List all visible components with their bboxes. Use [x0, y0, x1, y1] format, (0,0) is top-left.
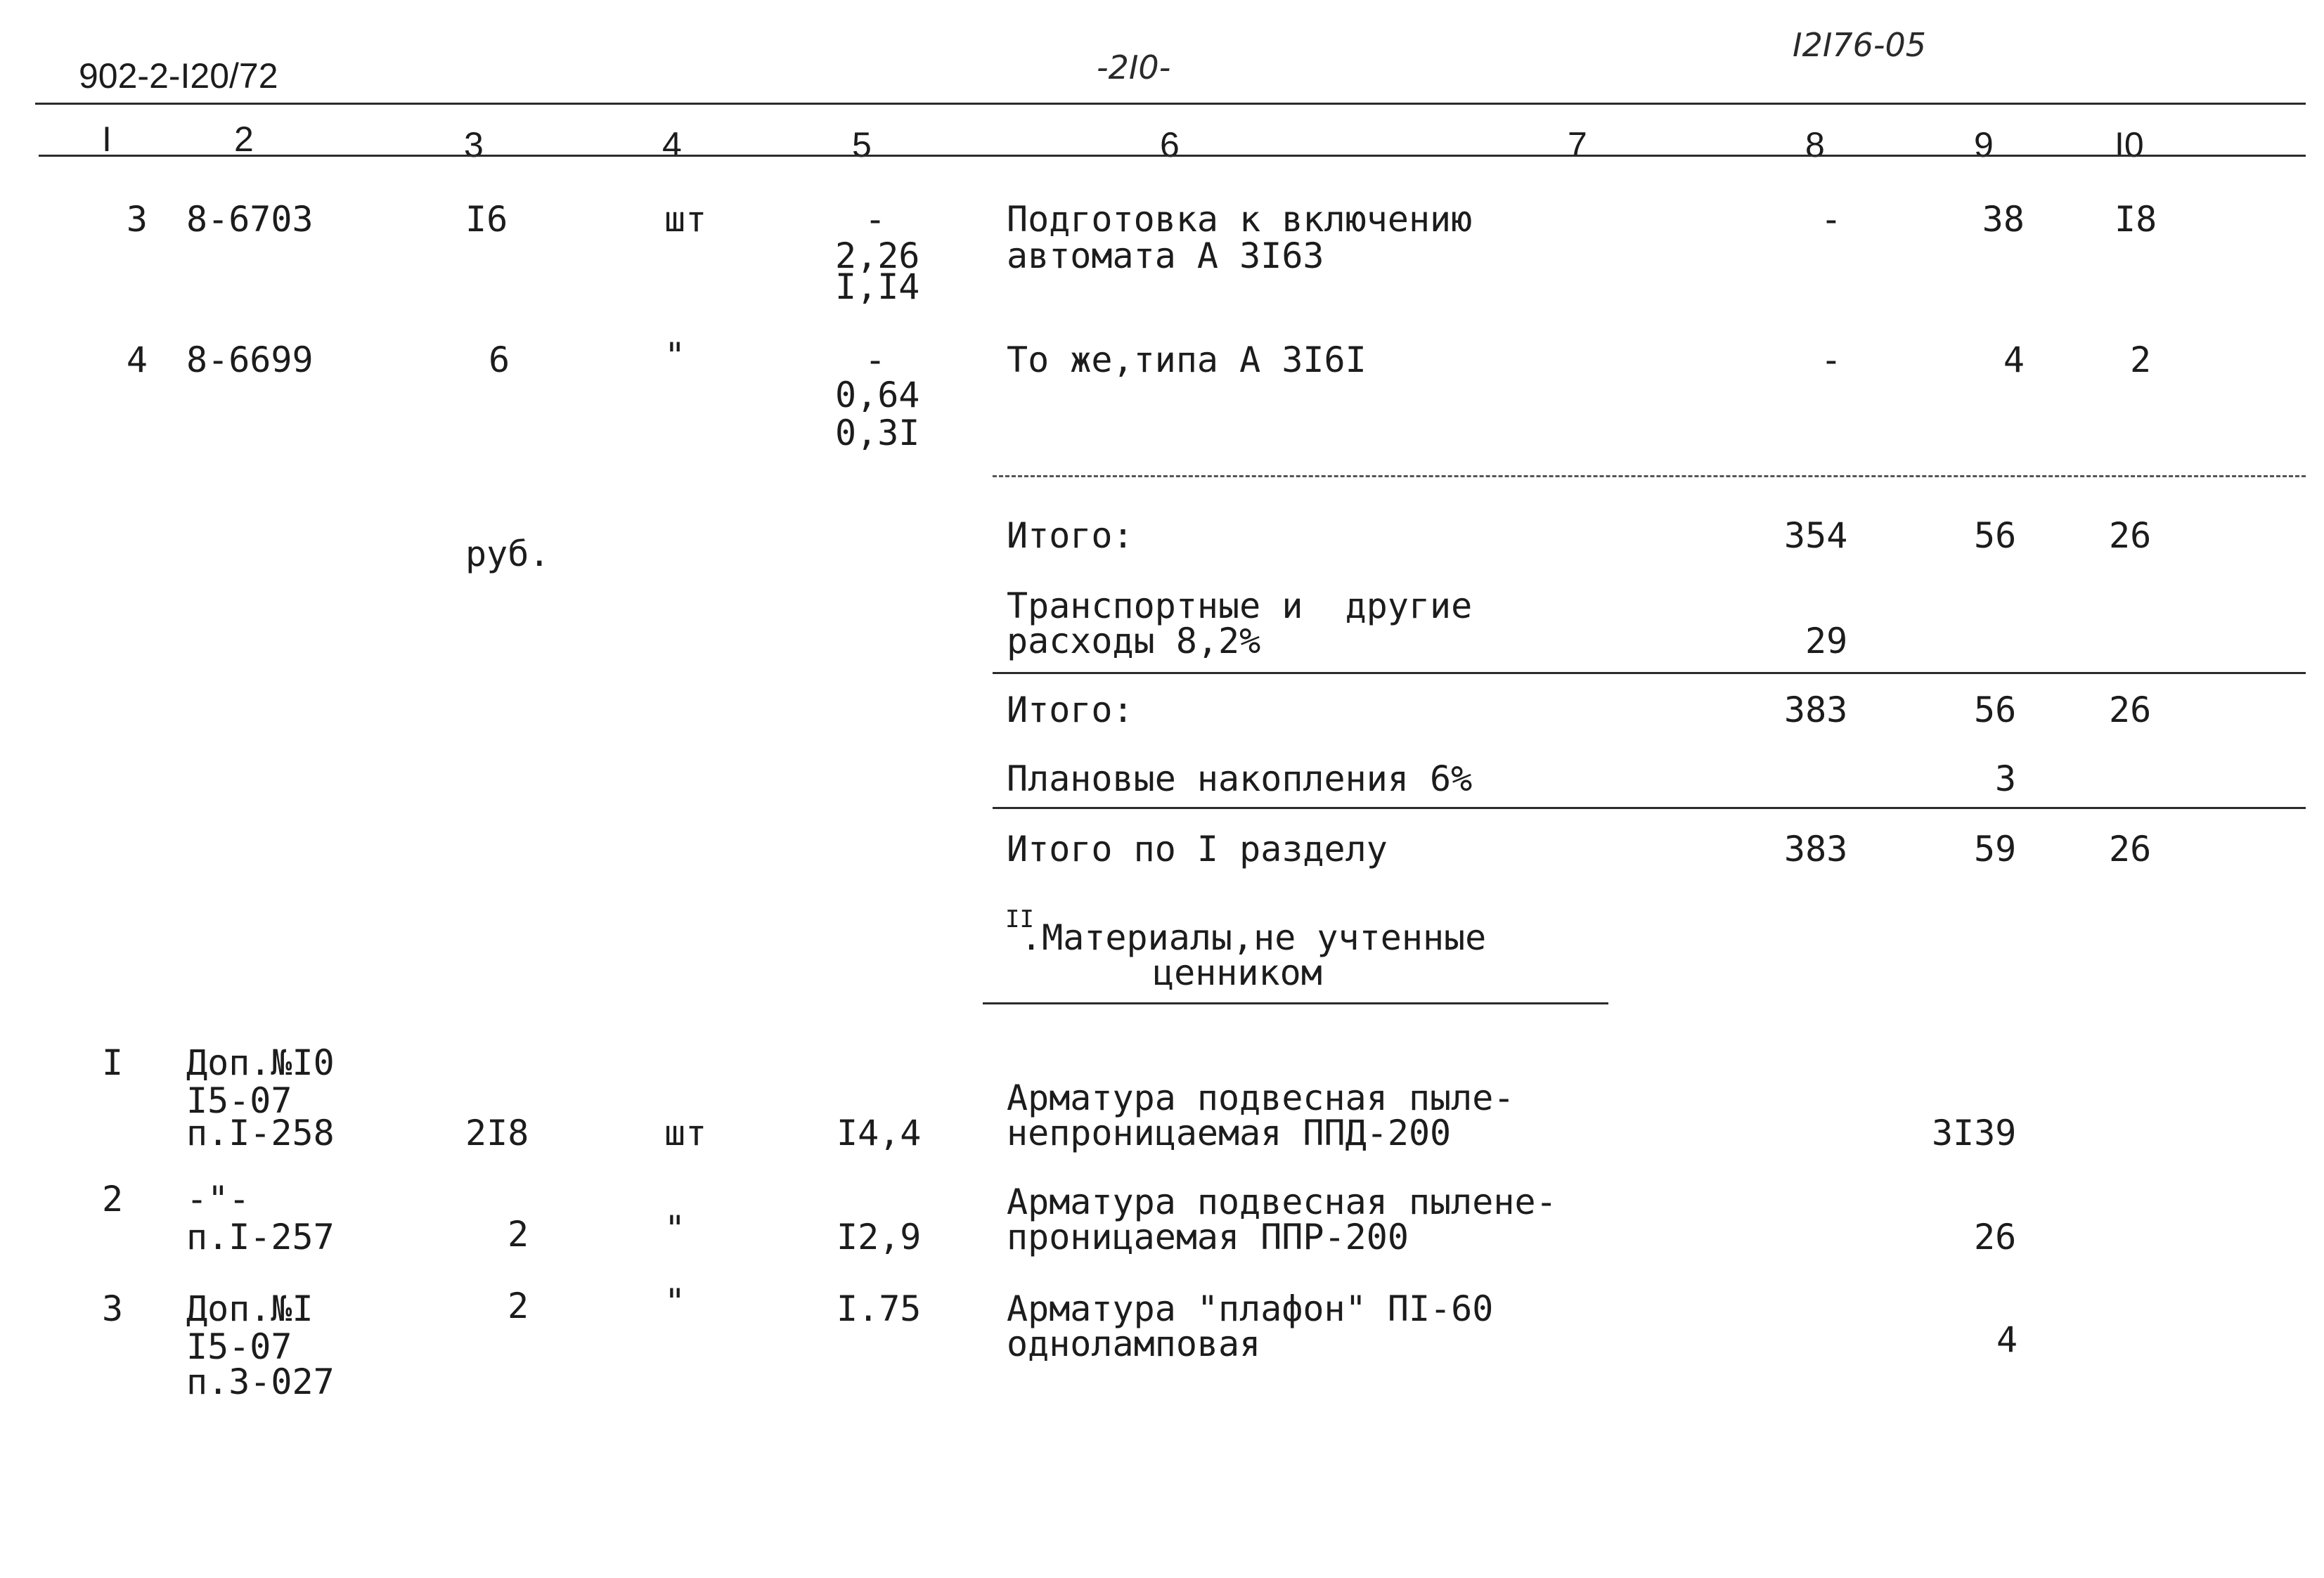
price-code: I5-07	[186, 1080, 292, 1121]
section-title: .Материалы,не учтенные	[1021, 917, 1487, 958]
price-code: I5-07	[186, 1326, 292, 1367]
total-label: Итого по I разделу	[1007, 829, 1388, 869]
col9-total: 56	[1974, 690, 2017, 730]
item-name-line1: Подготовка к включению	[1007, 199, 1473, 240]
col9-value: 4	[1996, 1319, 2018, 1360]
unit-price-dash: -	[864, 199, 886, 240]
column-header-rule	[39, 155, 2306, 157]
header-rule	[35, 103, 2306, 105]
col8-total: 29	[1805, 621, 1848, 661]
total-label: Транспортные и другие	[1007, 586, 1473, 626]
unit-price-wages: 0,64	[835, 375, 920, 415]
total-rule	[993, 672, 2306, 674]
item-name-line2: проницаемая ППР-200	[1007, 1217, 1409, 1257]
col10-value: I8	[2115, 199, 2157, 240]
quantity: 2	[508, 1286, 529, 1326]
total-label: Итого:	[1007, 690, 1134, 730]
unit-price-dash: -	[864, 339, 886, 380]
quantity: 6	[489, 339, 510, 380]
col9-value: 38	[1982, 199, 2025, 240]
item-name-line1: Арматура подвесная пыле-	[1007, 1078, 1515, 1118]
quantity: 2	[508, 1214, 529, 1255]
unit-price-machines: I,I4	[835, 266, 920, 307]
item-name-line2: одноламповая	[1007, 1324, 1261, 1364]
row-number: 2	[102, 1179, 124, 1220]
unit-price: I.75	[837, 1288, 922, 1329]
col-header-10: I0	[2115, 125, 2144, 164]
col8-total: 354	[1784, 515, 1848, 556]
section-underline	[983, 1002, 1608, 1004]
price-code: п.I-257	[186, 1217, 335, 1257]
col-header-2: 2	[234, 119, 254, 159]
col8-value: -	[1820, 199, 1842, 240]
col9-total: 59	[1974, 829, 2017, 869]
item-name-line1: Арматура подвесная пылене-	[1007, 1182, 1557, 1222]
col8-total: 383	[1784, 690, 1848, 730]
price-code: 8-6703	[186, 199, 314, 240]
price-code: Доп.№I	[186, 1288, 314, 1329]
col9-total: 3	[1995, 758, 2017, 799]
col-header-9: 9	[1974, 125, 1994, 164]
row-number: 3	[126, 199, 148, 240]
unit: шт	[664, 199, 707, 240]
inventory-number: I2I76-05	[1793, 26, 1927, 64]
unit: "	[664, 1281, 686, 1322]
price-code: п.3-027	[186, 1362, 335, 1402]
document-code: 902-2-I20/72	[79, 56, 278, 96]
item-name-line1: Арматура "плафон" ПI-60	[1007, 1288, 1494, 1329]
total-label: Плановые накопления 6%	[1007, 758, 1473, 799]
total-rule	[993, 807, 2306, 809]
unit-price: I4,4	[837, 1113, 922, 1153]
currency-label: руб.	[465, 533, 550, 574]
price-code: -"-	[186, 1179, 250, 1220]
unit: "	[664, 1208, 686, 1249]
item-name-line2: непроницаемая ППД-200	[1007, 1113, 1452, 1153]
col9-value: 26	[1974, 1217, 2017, 1257]
item-name-line1: То же,типа А 3I6I	[1007, 339, 1367, 380]
price-code: п.I-258	[186, 1113, 335, 1153]
unit: шт	[664, 1113, 707, 1153]
page-number: -2I0-	[1097, 48, 1171, 86]
total-label: Итого:	[1007, 515, 1134, 556]
col8-value: -	[1820, 339, 1842, 380]
subtotal-divider	[993, 475, 2306, 477]
col10-total: 26	[2109, 690, 2152, 730]
price-code: 8-6699	[186, 339, 314, 380]
col-header-6: 6	[1160, 125, 1180, 164]
section-numeral: II	[1005, 905, 1034, 933]
col10-total: 26	[2109, 515, 2152, 556]
row-number: I	[102, 1042, 124, 1083]
col-header-1: I	[102, 119, 112, 159]
unit: "	[664, 335, 686, 376]
quantity: 2I8	[465, 1113, 529, 1153]
col8-total: 383	[1784, 829, 1848, 869]
col10-total: 26	[2109, 829, 2152, 869]
col-header-8: 8	[1805, 125, 1825, 164]
col-header-5: 5	[852, 125, 872, 164]
row-number: 4	[126, 339, 148, 380]
unit-price-machines: 0,3I	[835, 413, 920, 453]
col9-value: 3I39	[1932, 1113, 2017, 1153]
quantity: I6	[465, 199, 508, 240]
unit-price-wages: 2,26	[835, 235, 920, 276]
row-number: 3	[102, 1288, 124, 1329]
unit-price: I2,9	[837, 1217, 922, 1257]
item-name-line2: автомата А 3I63	[1007, 235, 1324, 276]
col-header-4: 4	[662, 125, 682, 164]
price-code: Доп.№I0	[186, 1042, 335, 1083]
total-label: расходы 8,2%	[1007, 621, 1261, 661]
section-title: ценником	[1153, 952, 1322, 993]
col-header-3: 3	[464, 125, 484, 164]
col9-value: 4	[2003, 339, 2025, 380]
col-header-7: 7	[1568, 125, 1587, 164]
col10-value: 2	[2130, 339, 2152, 380]
col9-total: 56	[1974, 515, 2017, 556]
